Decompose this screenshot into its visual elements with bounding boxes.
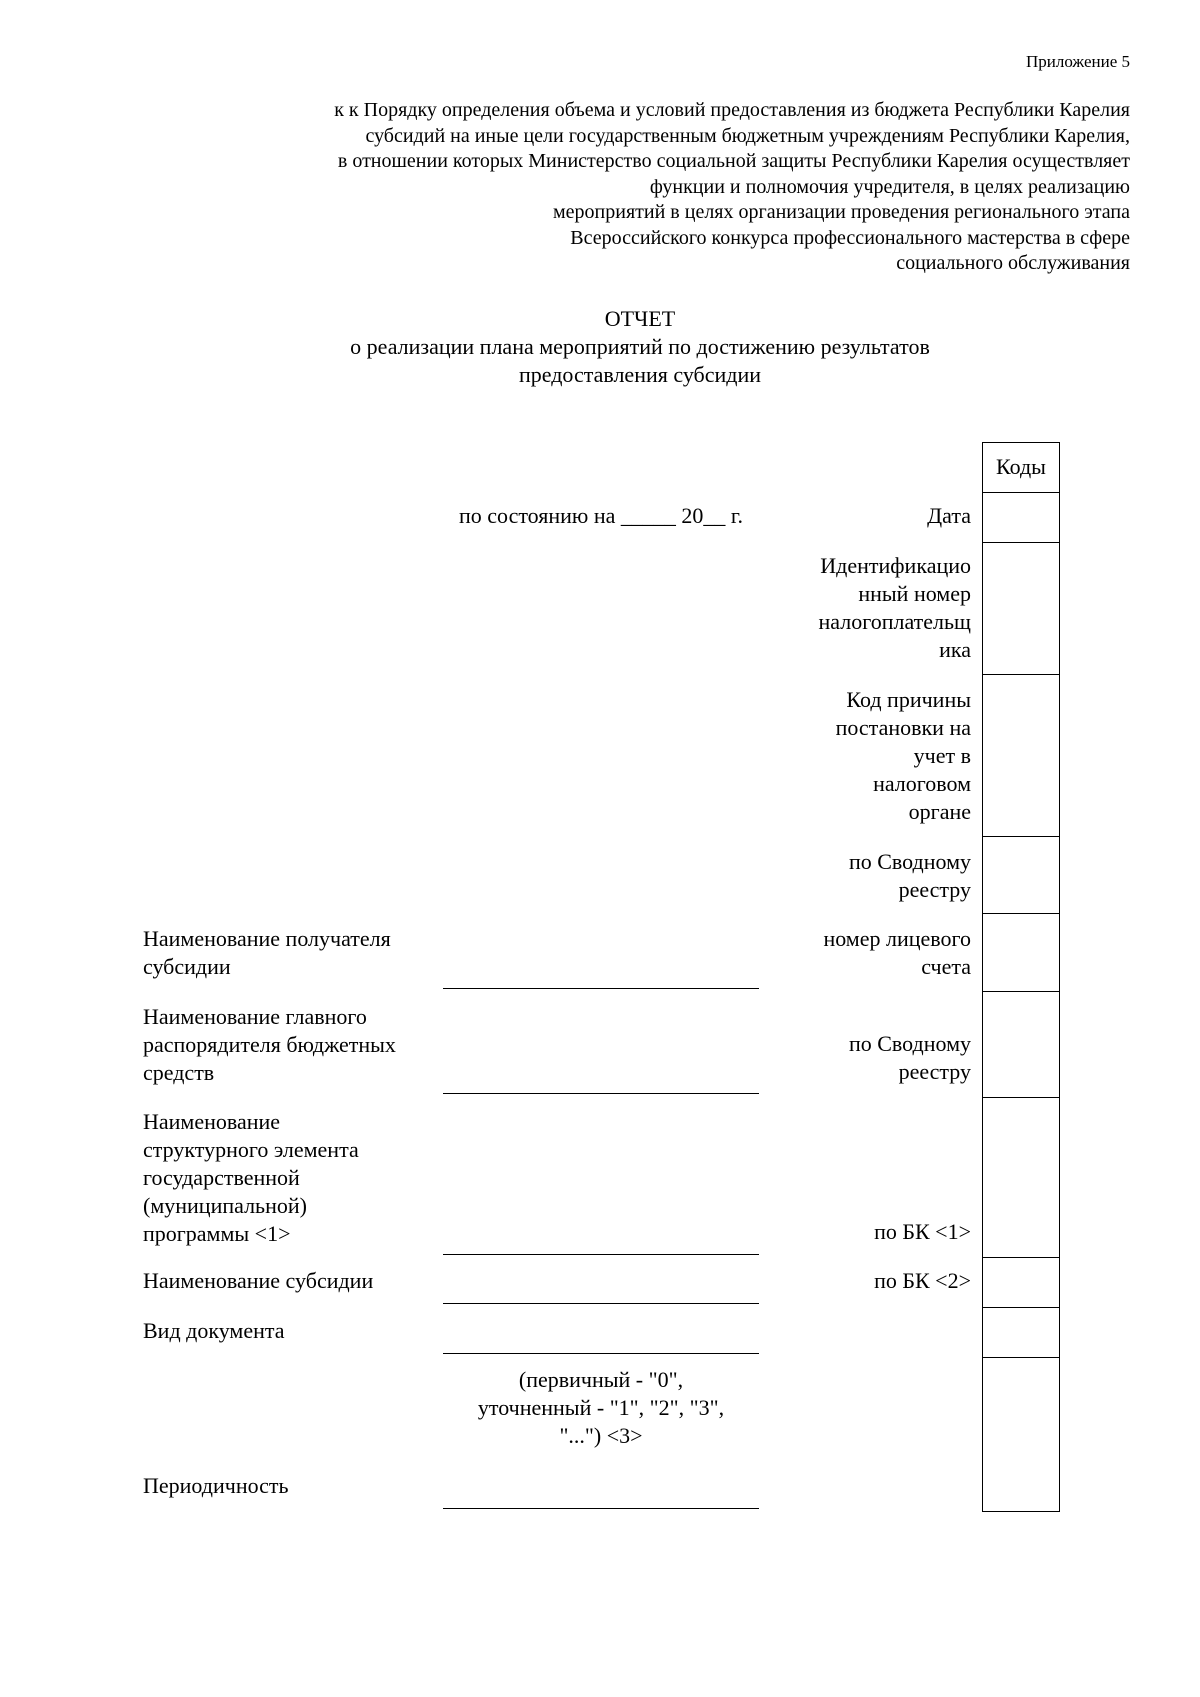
hint-line: (первичный - "0",: [518, 1367, 684, 1392]
label-line: по Сводному: [848, 1031, 971, 1056]
label-bk1: по БК <1>: [874, 1219, 971, 1244]
code-cell-account[interactable]: [982, 913, 1060, 991]
doc-type-hint: [443, 1366, 759, 1450]
label-registry1: [771, 848, 971, 904]
label-line: государственной: [143, 1165, 300, 1190]
title-line-3: предоставления субсидии: [518, 362, 762, 387]
basis-line: к к Порядку определения объема и условий предоставления из бюджета Республики Карелия: [334, 99, 1130, 121]
label-line: счета: [921, 954, 971, 979]
basis-line: Всероссийского конкурса профессионального мастерства в сфере: [570, 226, 1130, 249]
label-line: по Сводному: [848, 849, 971, 874]
label-line: постановки на: [835, 715, 971, 740]
doc-type-field[interactable]: [443, 1353, 759, 1354]
manager-name-field[interactable]: [443, 1093, 759, 1094]
label-line: ика: [939, 637, 971, 662]
basis-line: субсидий на иные цели государственным бюджетным учреждениям Республики Карелия,: [365, 124, 1130, 147]
label-kpp: [771, 686, 971, 826]
label-line: нный номер: [858, 581, 971, 606]
label-line: Наименование получателя: [143, 926, 391, 951]
label-registry2: [771, 1030, 971, 1086]
label-line: органе: [908, 799, 971, 824]
label-line: налоговом: [873, 771, 971, 796]
title-line-1: ОТЧЕТ: [604, 306, 676, 331]
code-cell-registry2[interactable]: [982, 991, 1060, 1097]
basis-line: в отношении которых Министерство социальной защиты Республики Карелия осуществляет: [337, 150, 1130, 172]
codes-header: Коды: [996, 454, 1046, 479]
label-date: Дата: [927, 503, 971, 528]
label-line: распорядителя бюджетных: [143, 1032, 396, 1057]
basis-reference: [170, 98, 1130, 277]
basis-line: социального обслуживания: [896, 252, 1130, 274]
recipient-name-field[interactable]: [443, 988, 759, 989]
title-line-2: о реализации плана мероприятий по достижению результатов: [350, 334, 930, 359]
label-line: программы <1>: [143, 1221, 291, 1246]
label-line: реестру: [898, 877, 971, 902]
label-manager: [143, 1003, 443, 1087]
label-program: [143, 1108, 443, 1248]
code-cell-inn[interactable]: [982, 542, 1060, 674]
label-line: субсидии: [143, 954, 231, 979]
label-line: реестру: [898, 1059, 971, 1084]
label-subsidy: Наименование субсидии: [143, 1268, 374, 1293]
report-title: [0, 305, 1200, 389]
label-line: Код причины: [846, 687, 971, 712]
label-inn: [771, 552, 971, 664]
label-line: Идентификацио: [820, 553, 971, 578]
basis-line: функции и полномочия учредителя, в целях реализацию: [649, 175, 1130, 198]
code-cell-registry1[interactable]: [982, 836, 1060, 913]
label-line: налогоплательщ: [818, 609, 971, 634]
as-of-date: по состоянию на _____ 20__ г.: [459, 503, 743, 528]
label-line: (муниципальной): [143, 1193, 307, 1218]
code-cell-doc-type[interactable]: [982, 1307, 1060, 1357]
label-recipient: [143, 925, 443, 981]
appendix-label: Приложение 5: [1026, 52, 1130, 71]
program-name-field[interactable]: [443, 1254, 759, 1255]
label-line: средств: [143, 1060, 215, 1085]
subsidy-name-field[interactable]: [443, 1303, 759, 1304]
label-doc-type: Вид документа: [143, 1318, 285, 1343]
code-cell-periodicity[interactable]: [982, 1357, 1060, 1512]
label-line: Наименование: [143, 1109, 281, 1134]
codes-header-cell: [982, 442, 1060, 492]
label-periodicity: Периодичность: [143, 1473, 289, 1498]
label-line: учет в: [913, 743, 971, 768]
label-bk2: по БК <2>: [874, 1268, 971, 1293]
code-cell-kpp[interactable]: [982, 674, 1060, 836]
code-cell-date[interactable]: [982, 492, 1060, 542]
label-line: структурного элемента: [143, 1137, 359, 1162]
label-account: [771, 925, 971, 981]
basis-line: мероприятий в целях организации проведения регионального этапа: [553, 201, 1130, 223]
label-line: Наименование главного: [143, 1004, 367, 1029]
code-cell-bk2[interactable]: [982, 1257, 1060, 1307]
code-cell-bk1[interactable]: [982, 1097, 1060, 1257]
hint-line: уточненный - "1", "2", "3",: [477, 1395, 725, 1420]
periodicity-field[interactable]: [443, 1508, 759, 1509]
hint-line: "...") <3>: [559, 1423, 643, 1448]
label-line: номер лицевого: [823, 926, 971, 951]
